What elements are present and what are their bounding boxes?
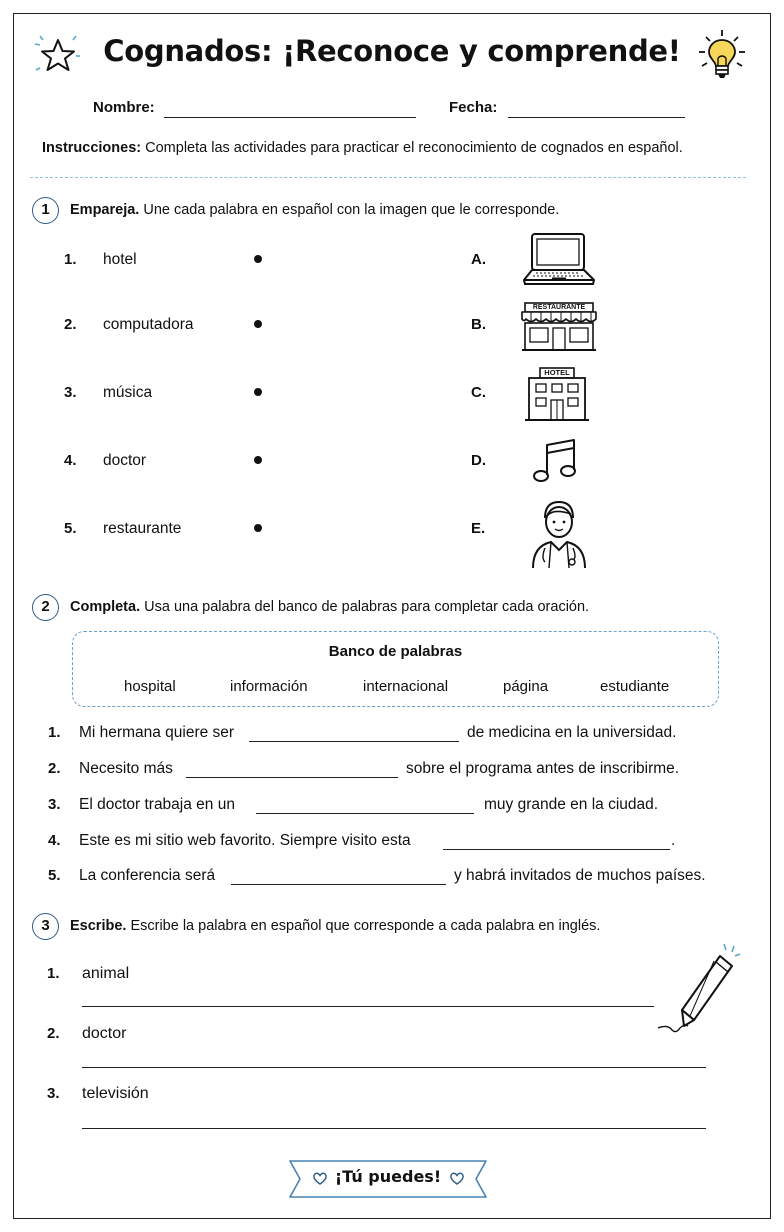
- sentence-text: Necesito más: [79, 760, 173, 777]
- answer-line[interactable]: [82, 1128, 706, 1129]
- match-letter-a: A.: [471, 251, 486, 268]
- worksheet-border: [13, 13, 771, 1219]
- item-number: 1.: [47, 965, 60, 982]
- english-word: doctor: [82, 1025, 127, 1042]
- sentence-blank[interactable]: [256, 796, 474, 814]
- section3-number-badge: 3: [32, 913, 59, 940]
- section1-heading-text: Une cada palabra en español con la imagen que le corresponde.: [143, 202, 560, 218]
- section3-heading: [70, 918, 600, 934]
- sentence-number: 2.: [48, 760, 61, 777]
- bank-word: hospital: [124, 678, 176, 695]
- sentence-text: y habrá invitados de muchos países.: [454, 867, 706, 884]
- section-divider: [30, 177, 746, 178]
- bank-word: página: [503, 678, 549, 695]
- sentence-text: El doctor trabaja en un: [79, 796, 235, 813]
- section2-number-badge: 2: [32, 594, 59, 621]
- doctor-icon: [527, 498, 591, 570]
- match-word-musica: música: [103, 384, 153, 401]
- match-dot[interactable]: [254, 456, 262, 464]
- section2-heading: [70, 599, 589, 615]
- sentence-text: Este es mi sitio web favorito. Siempre visito esta: [79, 832, 411, 849]
- section1-heading-label: Empareja.: [70, 202, 140, 218]
- match-word-hotel: hotel: [103, 251, 137, 268]
- section3-heading-label: Escribe.: [70, 918, 127, 934]
- match-word-computadora: computadora: [103, 316, 194, 333]
- answer-line[interactable]: [82, 1006, 654, 1007]
- date-field[interactable]: [508, 100, 685, 118]
- answer-line[interactable]: [82, 1067, 706, 1068]
- match-word-restaurante: restaurante: [103, 520, 182, 537]
- item-number: 2.: [47, 1025, 60, 1042]
- match-letter-d: D.: [471, 452, 486, 469]
- match-dot[interactable]: [254, 388, 262, 396]
- sentence-blank[interactable]: [231, 867, 446, 885]
- sentence-number: 5.: [48, 867, 61, 884]
- hotel-sign: HOTEL: [544, 368, 570, 377]
- music-note-icon: [530, 436, 582, 486]
- restaurant-sign: RESTAURANTE: [532, 304, 586, 311]
- section1-heading: [70, 202, 559, 218]
- section1-number-badge: 1: [32, 197, 59, 224]
- bank-word: internacional: [363, 678, 449, 695]
- section2-heading-text: Usa una palabra del banco de palabras para completar cada oración.: [144, 599, 590, 615]
- item-number: 3.: [47, 1085, 60, 1102]
- lightbulb-icon: [694, 28, 750, 84]
- match-dot[interactable]: [254, 524, 262, 532]
- sentence-text: de medicina en la universidad.: [467, 724, 677, 741]
- banner-text: ¡Tú puedes!: [334, 1167, 442, 1186]
- name-label: Nombre:: [93, 99, 155, 116]
- match-number: 2.: [64, 316, 77, 333]
- instructions: [42, 140, 683, 156]
- sentence-text: muy grande en la ciudad.: [484, 796, 659, 813]
- pencil-icon: [654, 940, 746, 1036]
- bank-word: información: [230, 678, 308, 695]
- sentence-blank[interactable]: [443, 832, 670, 850]
- sentence-blank[interactable]: [249, 724, 459, 742]
- match-word-doctor: doctor: [103, 452, 147, 469]
- sentence-number: 1.: [48, 724, 61, 741]
- match-number: 1.: [64, 251, 77, 268]
- instructions-text: Completa las actividades para practicar el reconocimiento de cognados en español.: [145, 140, 683, 156]
- section2-heading-label: Completa.: [70, 599, 141, 615]
- english-word: animal: [82, 965, 130, 982]
- match-dot[interactable]: [254, 320, 262, 328]
- sentence-number: 4.: [48, 832, 61, 849]
- laptop-icon: [522, 230, 600, 288]
- match-number: 5.: [64, 520, 77, 537]
- match-letter-b: B.: [471, 316, 486, 333]
- match-letter-e: E.: [471, 520, 486, 537]
- match-dot[interactable]: [254, 255, 262, 263]
- sentence-text: sobre el programa antes de inscribirme.: [406, 760, 680, 777]
- match-letter-c: C.: [471, 384, 486, 401]
- match-number: 4.: [64, 452, 77, 469]
- page-title: Cognados: ¡Reconoce y comprende!: [103, 34, 681, 68]
- match-number: 3.: [64, 384, 77, 401]
- date-label: Fecha:: [449, 99, 498, 116]
- sentence-text: La conferencia será: [79, 867, 216, 884]
- heart-icon: [449, 1171, 465, 1186]
- sentence-number: 3.: [48, 796, 61, 813]
- instructions-label: Instrucciones:: [42, 140, 142, 156]
- sentence-text: .: [671, 832, 676, 849]
- sentence-blank[interactable]: [186, 760, 398, 778]
- word-bank-title: Banco de palabras: [328, 643, 463, 660]
- bank-word: estudiante: [600, 678, 670, 695]
- name-field[interactable]: [164, 100, 416, 118]
- sentence-text: Mi hermana quiere ser: [79, 724, 235, 741]
- english-word: televisión: [82, 1085, 149, 1102]
- section3-heading-text: Escribe la palabra en español que corresponde a cada palabra en inglés.: [130, 918, 601, 934]
